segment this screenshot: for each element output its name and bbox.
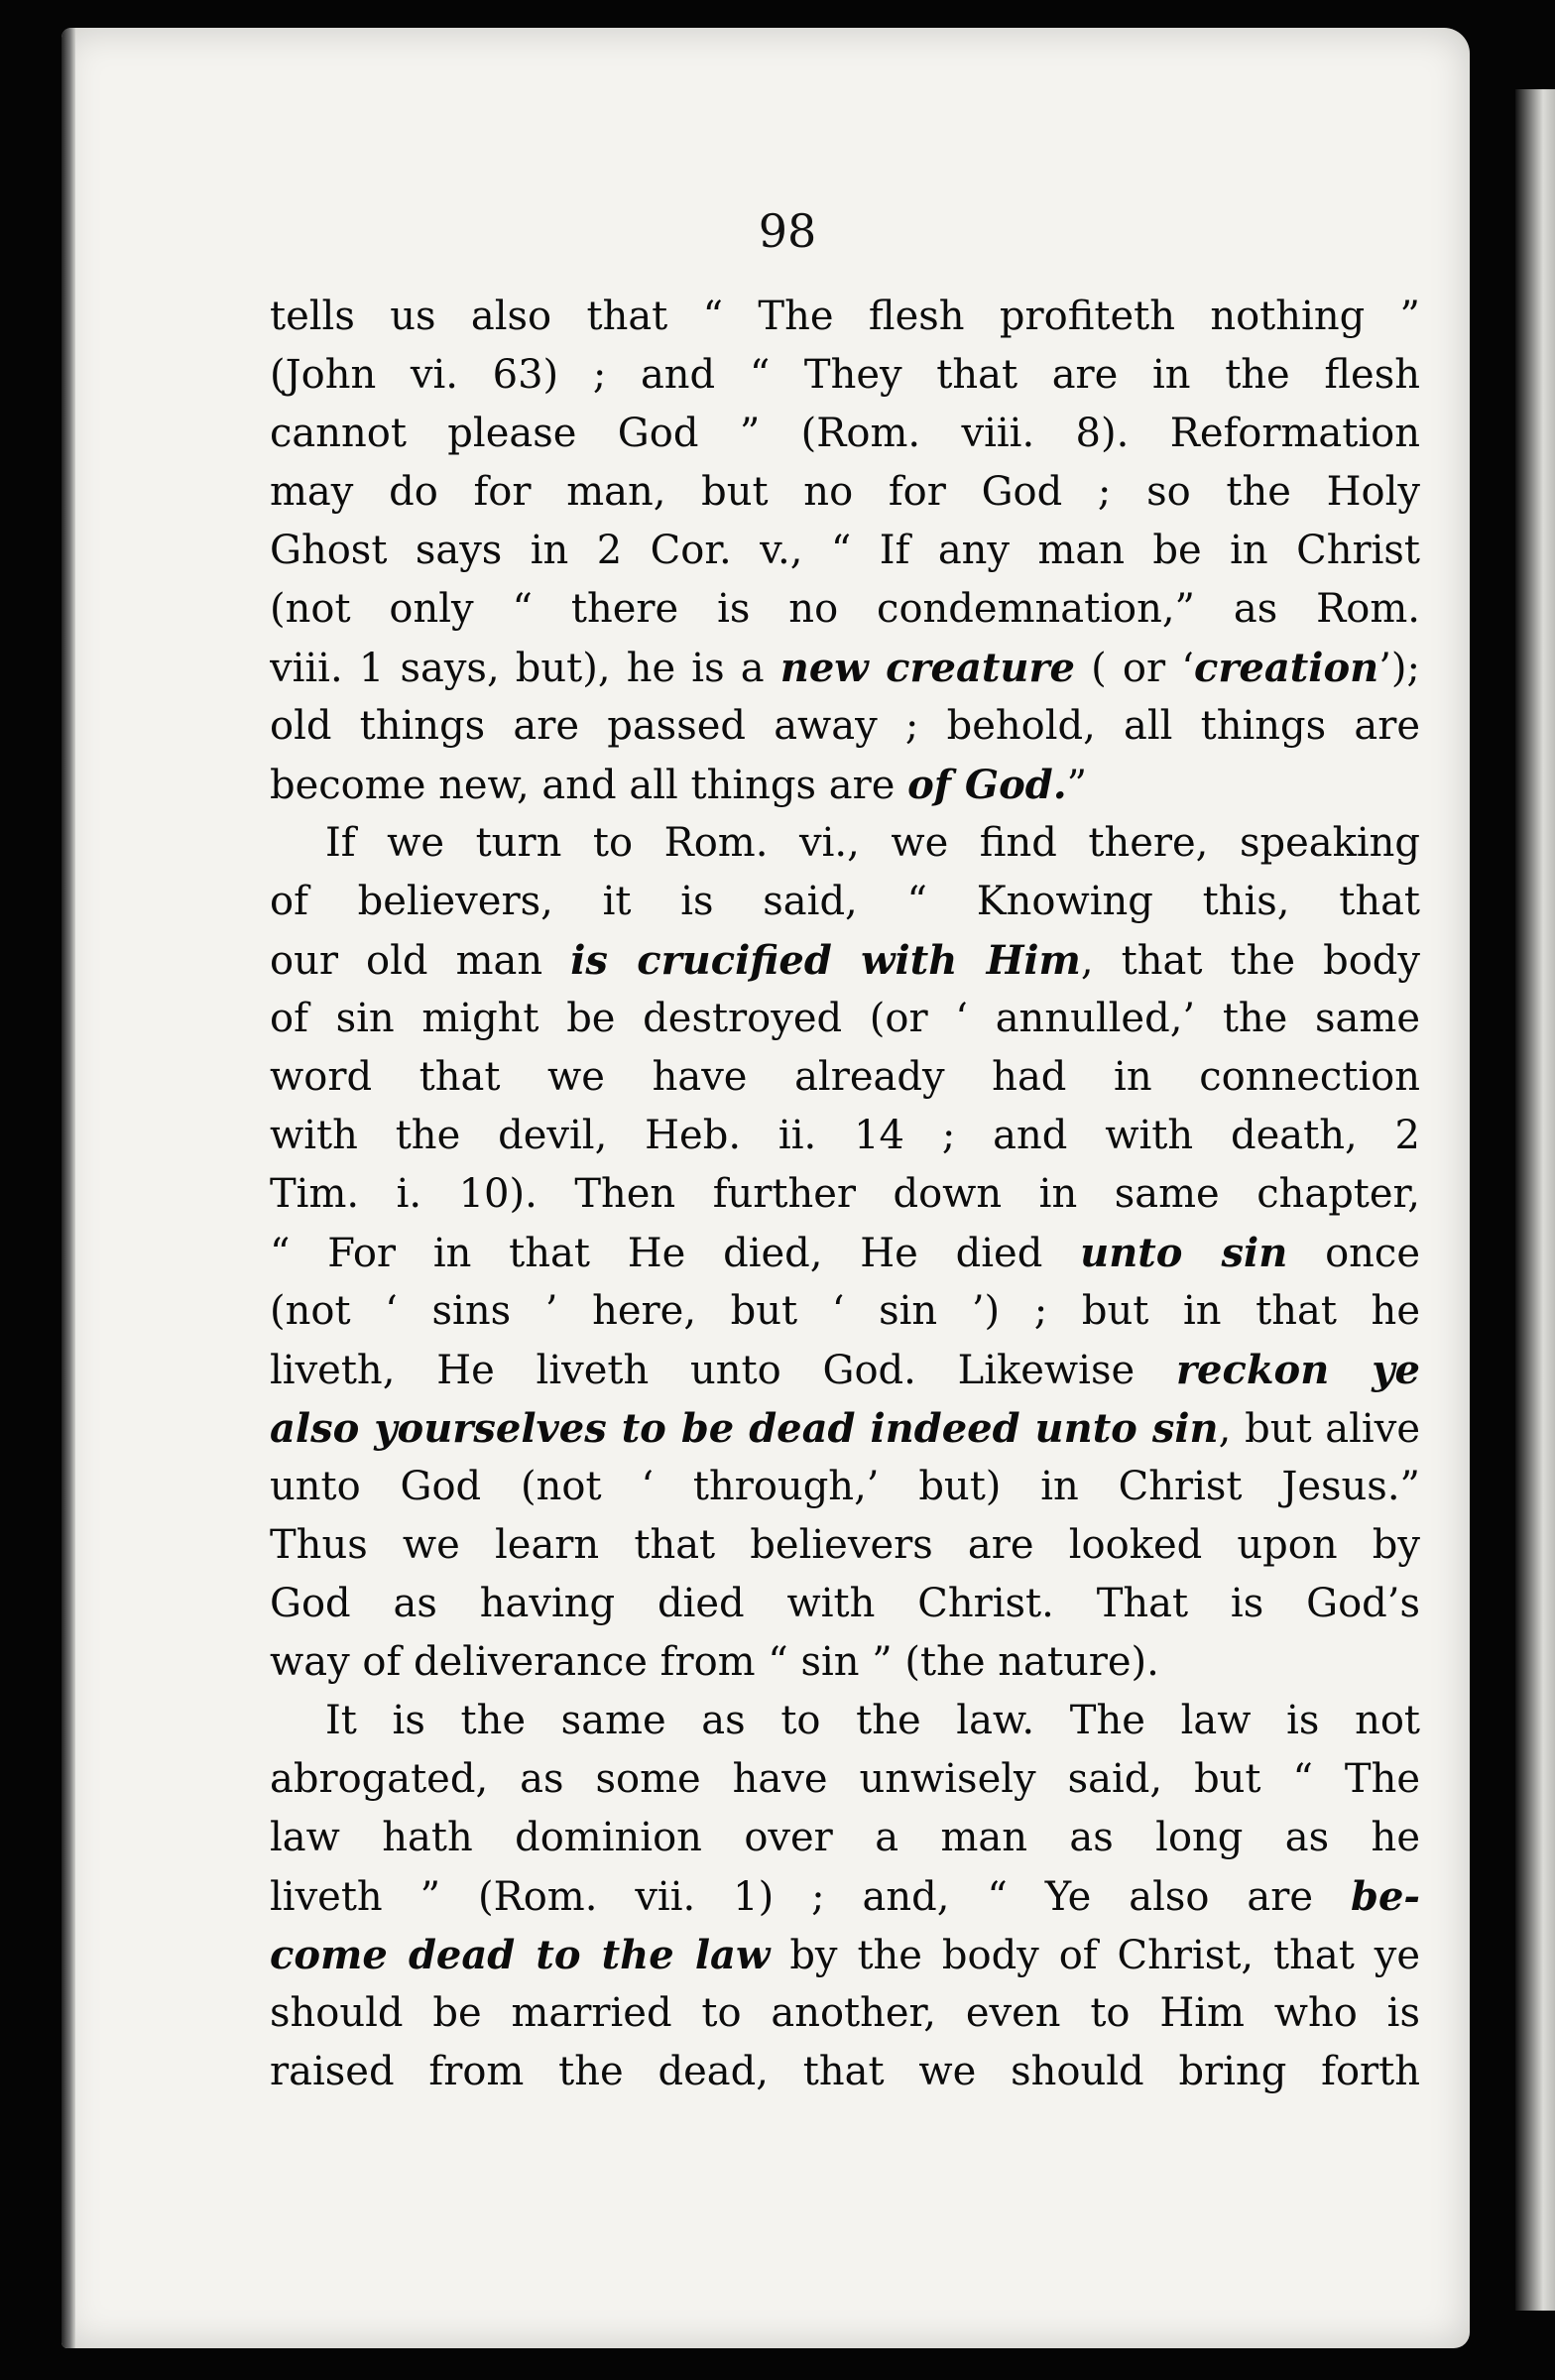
text-line — [270, 405, 1420, 463]
text-line — [270, 1516, 1420, 1575]
text-segment: “ For in that He died, He died — [270, 1231, 1081, 1276]
text-segment: It is the same as to the law. The law is not — [325, 1698, 1420, 1743]
text-segment: cannot please God ” (Rom. viii. 8). Reformation — [270, 411, 1420, 456]
italic-text-segment: unto sin — [1080, 1230, 1288, 1276]
text-segment: Tim. i. 10). Then further down in same chapter, — [270, 1171, 1420, 1217]
italic-text-segment: be- — [1350, 1873, 1420, 1920]
text-segment: raised from the dead, that we should bring forth — [270, 2049, 1420, 2094]
italic-text-segment: also yourselves to be dead indeed unto sin — [270, 1405, 1219, 1452]
text-segment: by the body of Christ, that ye — [770, 1933, 1420, 1978]
italic-text-segment: come dead to the law — [270, 1932, 771, 1978]
text-segment: with the devil, Heb. ii. 14 ; and with death, 2 — [270, 1113, 1420, 1158]
text-segment: Ghost says in 2 Cor. v., “ If any man be in Christ — [270, 528, 1420, 573]
text-segment: of sin might be destroyed (or ‘ annulled,’ the same — [270, 996, 1420, 1041]
text-line — [270, 522, 1420, 580]
italic-text-segment: reckon ye — [1175, 1347, 1420, 1393]
page-body-text — [270, 288, 1420, 2101]
text-line — [270, 346, 1420, 405]
book-page — [61, 28, 1470, 2348]
text-segment: of believers, it is said, “ Knowing this, that — [270, 879, 1420, 924]
text-line — [270, 1165, 1420, 1224]
italic-text-segment: is crucified with Him — [570, 937, 1081, 984]
text-segment: , that the body — [1080, 938, 1420, 984]
text-segment: (John vi. 63) ; and “ They that are in the flesh — [270, 352, 1420, 398]
text-segment: liveth, He liveth unto God. Likewise — [270, 1348, 1176, 1393]
text-line — [270, 1867, 1420, 1926]
text-line — [270, 1809, 1420, 1867]
text-segment: If we turn to Rom. vi., we find there, speaking — [325, 820, 1420, 866]
text-segment: unto God (not ‘ through,’ but) in Christ Jesus.” — [270, 1464, 1420, 1509]
text-line — [270, 990, 1420, 1048]
text-segment: abrogated, as some have unwisely said, but “ The — [270, 1756, 1420, 1802]
text-line — [270, 1048, 1420, 1107]
text-segment: may do for man, but no for God ; so the Holy — [270, 469, 1420, 515]
text-segment: our old man — [270, 938, 571, 984]
text-segment: old things are passed away ; behold, all things are — [270, 703, 1420, 749]
text-segment: tells us also that “ The flesh profiteth nothing ” — [270, 294, 1420, 339]
text-line — [270, 931, 1420, 990]
italic-text-segment: creation — [1193, 645, 1379, 691]
text-segment: ” — [1066, 763, 1088, 808]
text-segment: way of deliverance from “ sin ” (the nature). — [270, 1639, 1159, 1685]
text-line — [270, 1633, 1420, 1692]
italic-text-segment: new creature — [779, 645, 1075, 691]
adjacent-page-edge — [1515, 89, 1555, 2311]
text-segment: law hath dominion over a man as long as he — [270, 1815, 1420, 1860]
text-line — [270, 756, 1420, 814]
text-line — [270, 1282, 1420, 1341]
text-segment: should be married to another, even to Him who is — [270, 1990, 1420, 2036]
text-line — [270, 814, 1420, 873]
text-line — [270, 288, 1420, 346]
text-line — [270, 639, 1420, 697]
text-segment: viii. 1 says, but), he is a — [270, 646, 780, 691]
text-segment: , but alive — [1218, 1406, 1420, 1452]
text-segment: (not only “ there is no condemnation,” as Rom. — [270, 586, 1420, 632]
text-line — [270, 1107, 1420, 1165]
text-line — [270, 2043, 1420, 2101]
text-line — [270, 463, 1420, 522]
text-line — [270, 1341, 1420, 1399]
text-line — [270, 873, 1420, 931]
text-segment: word that we have already had in connection — [270, 1054, 1420, 1100]
page-number: 98 — [758, 204, 817, 258]
text-segment: liveth ” (Rom. vii. 1) ; and, “ Ye also are — [270, 1874, 1351, 1920]
text-segment: become new, and all things are — [270, 763, 908, 808]
text-line — [270, 1984, 1420, 2043]
text-segment: God as having died with Christ. That is God’s — [270, 1581, 1420, 1626]
text-line — [270, 1458, 1420, 1516]
text-line — [270, 1926, 1420, 1984]
text-segment: Thus we learn that believers are looked upon by — [270, 1522, 1420, 1568]
text-line — [270, 1575, 1420, 1633]
text-line — [270, 1224, 1420, 1282]
text-segment: once — [1287, 1231, 1420, 1276]
text-segment: ( or ‘ — [1074, 646, 1194, 691]
text-line — [270, 1750, 1420, 1809]
text-segment: (not ‘ sins ’ here, but ‘ sin ’) ; but in that he — [270, 1288, 1420, 1334]
text-line — [270, 1399, 1420, 1458]
text-line — [270, 697, 1420, 756]
page-binding-edge — [61, 28, 75, 2348]
italic-text-segment: of God. — [907, 762, 1067, 808]
text-line — [270, 580, 1420, 639]
text-segment: ’); — [1378, 646, 1420, 691]
text-line — [270, 1692, 1420, 1750]
